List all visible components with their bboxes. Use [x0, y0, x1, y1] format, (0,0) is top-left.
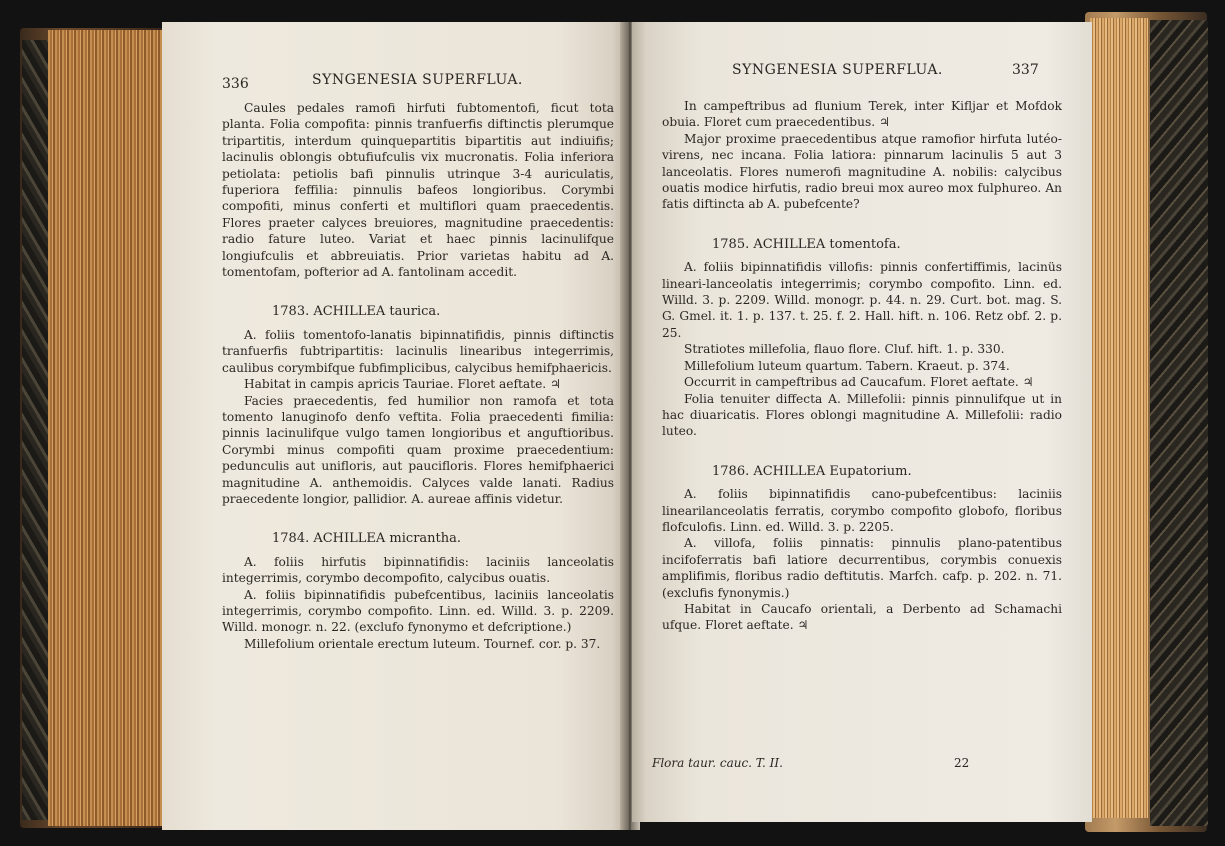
left-page-number: 336 — [222, 76, 249, 92]
left-page — [162, 22, 626, 830]
paragraph: Habitat in campis apricis Tauriae. Floret aeftate. ♃ — [244, 377, 561, 392]
paragraph: Habitat in Caucafo orientali, a Derbento ad Schamachi ufque. Floret aeftate. ♃ — [662, 601, 1062, 633]
paragraph: Occurrit in campeftribus ad Caucafum. Floret aeftate. ♃ — [684, 375, 1034, 390]
left-marbled-board — [22, 40, 48, 820]
right-page-edges — [1090, 18, 1148, 818]
species-heading: 1783. ACHILLEA taurica. — [272, 304, 441, 320]
signature-number: 22 — [954, 756, 970, 770]
paragraph: Millefolium luteum quartum. Tabern. Kraeut. p. 374. — [684, 358, 1010, 373]
paragraph: A. foliis bipinnatifidis villofis: pinnis confertiffimis, lacinüs lineari-lanceolatis integerrimis; corymbo compofito. Linn. ed. Willd. 3. p. 2209. Willd. monogr. p. 44. n. 29. Curt. bot. mag. S. G. Gmel. it. 1. p. 137. t. 25. f. 2. Hall. hift. n. 106. Retz obf. 2. p. 25. — [662, 260, 1062, 340]
left-page-text — [222, 100, 614, 652]
paragraph: Stratiotes millefolia, flauo flore. Cluf. hift. 1. p. 330. — [684, 342, 1005, 357]
paragraph: In campeftribus ad flunium Terek, inter Kifljar et Mofdok obuia. Floret cum praecedentibus. ♃ — [662, 99, 1062, 130]
paragraph: Caules pedales ramofi hirfuti fubtomentofi, ficut tota planta. Folia compofita: pinnis tranfuerfis diftinctis plerumque tripartitis, interdum quinquepartitis bipartitis aut indiuifis; lacinulis oblongis obtufiufculis vix mucronatis. Folia inferiora petiolata: petiolis bafi pinnulis utrinque 3-4 auriculatis, fuperiora feffilia: pinnulis bafeos longioribus. Corymbi compofiti, minus conferti et multiflori quam praecedentis. Flores praeter calyces breuiores, magnitudine praecedentis: radio fature luteo. Variat et haec pinnis lacinulifque longiufculis et abbreuiatis. Prior varietas habitu ad A. tomentofam, pofterior ad A. fantolinam accedit. — [222, 101, 614, 280]
paragraph: Facies praecedentis, fed humilior non ramofa et tota tomento lanuginofo denfo veftita. Folia praecedenti fimilia: pinnis lacinulifque vulgo tamen longioribus et anguftioribus. Corymbi minus compofiti quam proxime praecedentium: pedunculis aut unifloris, aut paucifloris. Flores hemifphaerici magnitudine A. anthemoidis. Calyces valde lanati. Radius praecedente longior, pallidior. A. aureae affinis videtur. — [222, 393, 614, 506]
left-page-edges — [48, 30, 166, 826]
species-heading: 1784. ACHILLEA micrantha. — [272, 531, 462, 547]
paragraph: A. foliis tomentofo-lanatis bipinnatifidis, pinnis diftinctis tranfuerfis fubtripartitis: lacinulis linearibus integerrimis, caulibus corymbifque fubfimplicibus, calycibus hemifphaericis. — [222, 327, 614, 375]
right-page-text — [662, 98, 1062, 634]
right-page-number: 337 — [1012, 62, 1039, 78]
right-page — [632, 22, 1092, 822]
paragraph: A. villofa, foliis pinnatis: pinnulis plano-patentibus incifoferratis bafi latiore decurrentibus, corymbis conuexis amplifimis, floribus radio deftitutis. Marfch. cafp. p. 202. n. 71. (exclufis fynonymis.) — [662, 536, 1062, 600]
paragraph: Millefolium orientale erectum luteum. Tournef. cor. p. 37. — [244, 636, 601, 651]
paragraph: Folia tenuiter diffecta A. Millefolii: pinnis pinnulifque ut in hac diuaricatis. Flores oblongi magnitudine A. Millefolii: radio luteo. — [662, 391, 1062, 439]
left-running-head: SYNGENESIA SUPERFLUA. — [312, 72, 523, 88]
paragraph: A. foliis bipinnatifidis cano-pubefcentibus: laciniis linearilanceolatis ferratis, corymbo compofito globofo, floribus flofculofis. Linn. ed. Willd. 3. p. 2205. — [662, 487, 1062, 534]
signature-mark: Flora taur. cauc. T. II. — [652, 756, 783, 770]
species-heading: 1785. ACHILLEA tomentofa. — [712, 236, 901, 252]
paragraph: A. foliis bipinnatifidis pubefcentibus, laciniis lanceolatis integerrimis, corymbo compofito. Linn. ed. Willd. 3. p. 2209. Willd. monogr. n. 22. (exclufo fynonymo et defcriptione.) — [222, 587, 614, 635]
paragraph: Major proxime praecedentibus atque ramofior hirfuta lutéo-virens, nec incana. Folia latiora: pinnarum lacinulis 5 aut 3 lanceolatis. Flores numerofi magnitudine A. nobilis: calycibus ouatis modice hirfutis, radio breui mox aureo mox fulphureo. An fatis diftincta ab A. pubefcente? — [662, 131, 1062, 212]
species-heading: 1786. ACHILLEA Eupatorium. — [712, 463, 912, 479]
right-marbled-board — [1150, 20, 1208, 826]
right-running-head: SYNGENESIA SUPERFLUA. — [732, 62, 943, 78]
paragraph: A. foliis hirfutis bipinnatifidis: laciniis lanceolatis integerrimis, corymbo decompofito, calycibus ouatis. — [222, 554, 614, 586]
